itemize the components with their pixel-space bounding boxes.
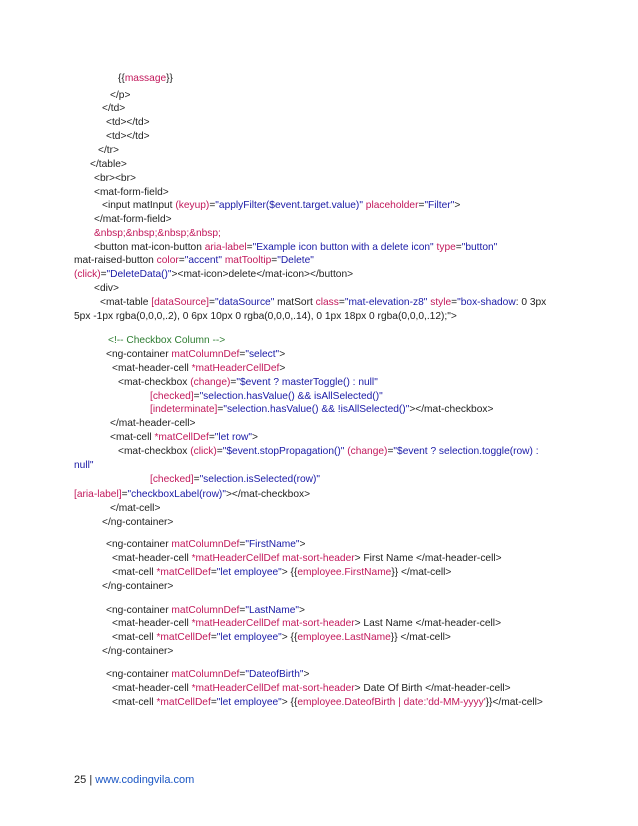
- code-attribute: matColumnDef: [171, 669, 240, 680]
- code-attribute: matColumnDef: [171, 605, 240, 616]
- code-attribute: [dataSource]: [151, 297, 210, 308]
- code-value: "Example icon button with a delete icon": [252, 242, 434, 253]
- code-text: }}</mat-cell>: [485, 697, 543, 708]
- code-attribute: (click): [190, 446, 217, 457]
- code-attribute: *matCellDef: [156, 567, 211, 578]
- code-attribute: *matCellDef: [156, 632, 211, 643]
- code-line: [74, 310, 457, 324]
- code-line: [118, 72, 173, 86]
- code-text: }} </mat-cell>: [391, 567, 452, 578]
- code-text: </tr>: [98, 145, 119, 156]
- code-value: "checkboxLabel(row)": [127, 489, 226, 500]
- code-attribute: *matCellDef: [154, 432, 209, 443]
- code-text: <mat-checkbox: [118, 446, 191, 457]
- code-text: matSort: [274, 297, 316, 308]
- code-value: "let employee": [216, 632, 282, 643]
- code-attribute: &nbsp;&nbsp;&nbsp;&nbsp;: [94, 228, 221, 239]
- code-text: <mat-cell: [112, 697, 157, 708]
- code-attribute: *matHeaderCellDef: [191, 363, 280, 374]
- code-text: =: [216, 446, 223, 457]
- code-text: <input matInput: [102, 200, 176, 211]
- code-value: "box-shadow: [457, 297, 516, 308]
- code-text: =: [451, 297, 458, 308]
- code-text: </mat-cell>: [110, 503, 161, 514]
- code-text: </ng-container>: [102, 517, 174, 528]
- code-line: [94, 241, 497, 255]
- code-attribute: *matHeaderCellDef mat-sort-header: [191, 553, 355, 564]
- code-text: <div>: [94, 283, 119, 294]
- code-attribute: matColumnDef: [171, 539, 240, 550]
- code-attribute: *matHeaderCellDef mat-sort-header: [191, 618, 355, 629]
- code-text: > {{: [281, 697, 298, 708]
- code-text: >: [279, 349, 286, 360]
- code-comment: <!-- Checkbox Column -->: [108, 335, 226, 346]
- code-attribute: aria-label: [204, 242, 247, 253]
- page-footer: [74, 774, 194, 786]
- code-value: "accent": [184, 255, 222, 266]
- code-line: [94, 172, 136, 186]
- website-link[interactable]: www.codingvila.com: [95, 774, 195, 786]
- code-text: =: [193, 474, 200, 485]
- code-text: </td>: [102, 103, 126, 114]
- code-attribute: massage: [124, 73, 167, 84]
- code-line: [110, 431, 258, 445]
- footer-separator: |: [89, 774, 93, 786]
- code-text: <mat-checkbox: [118, 377, 191, 388]
- code-line: [106, 130, 150, 144]
- code-line: [118, 445, 539, 459]
- code-attribute: (click): [74, 269, 101, 280]
- code-line: [118, 376, 378, 390]
- code-attribute: [indeterminate]: [150, 404, 218, 415]
- code-attribute: matTooltip: [224, 255, 272, 266]
- code-value: "$event ? selection.toggle(row) :: [393, 446, 539, 457]
- code-value: "select": [245, 349, 280, 360]
- code-text: =: [239, 669, 246, 680]
- code-line: [112, 696, 543, 710]
- code-line: [108, 334, 225, 348]
- code-text: =: [239, 349, 246, 360]
- code-value: "let employee": [216, 697, 282, 708]
- code-attribute: style: [430, 297, 452, 308]
- code-attribute: matColumnDef: [171, 349, 240, 360]
- code-text: <button mat-icon-button: [94, 242, 205, 253]
- code-text: > {{: [281, 632, 298, 643]
- code-line: [106, 604, 305, 618]
- code-text: }}: [166, 73, 173, 84]
- code-attribute: *matHeaderCellDef mat-sort-header: [191, 683, 355, 694]
- code-text: mat-raised-button: [74, 255, 157, 266]
- code-text: </p>: [110, 90, 131, 101]
- code-text: =: [271, 255, 278, 266]
- code-text: >: [252, 432, 258, 443]
- code-text: =: [239, 605, 246, 616]
- code-line: [112, 362, 285, 376]
- code-text: 5px -1px rgba(0,0,0,.2), 0 6px 10px 0 rgba(0,0,0,.14), 0 1px 18px 0 rgba(0,0,0,.12);">: [74, 311, 457, 322]
- code-line: [102, 645, 173, 659]
- code-text: ></mat-checkbox>: [409, 404, 494, 415]
- code-attribute: [checked]: [150, 391, 194, 402]
- code-line: [102, 102, 125, 116]
- code-attribute: color: [156, 255, 179, 266]
- code-text: =: [178, 255, 185, 266]
- code-text: <td></td>: [106, 131, 150, 142]
- code-attribute: placeholder: [365, 200, 419, 211]
- code-text: >: [454, 200, 461, 211]
- code-text: =: [418, 200, 425, 211]
- code-line: [94, 186, 169, 200]
- code-line: [74, 488, 310, 502]
- code-attribute: (change): [347, 446, 388, 457]
- code-line: [74, 459, 93, 473]
- code-text: {{: [118, 73, 125, 84]
- code-line: [112, 617, 501, 631]
- code-line: [112, 631, 451, 645]
- code-line: [106, 348, 285, 362]
- code-value: "$event ? masterToggle() : null": [236, 377, 378, 388]
- code-text: >: [303, 669, 310, 680]
- code-attribute: (change): [190, 377, 231, 388]
- code-text: </ng-container>: [102, 581, 174, 592]
- code-text: >: [279, 363, 286, 374]
- code-text: =: [121, 489, 128, 500]
- code-line: [94, 213, 172, 227]
- code-value: "dataSource": [214, 297, 275, 308]
- code-value: "let employee": [216, 567, 282, 578]
- code-line: [112, 682, 511, 696]
- code-attribute: class: [315, 297, 339, 308]
- code-text: }} </mat-cell>: [390, 632, 451, 643]
- code-line: [112, 566, 451, 580]
- code-attribute: [aria-label]: [74, 489, 122, 500]
- code-text: =: [338, 297, 345, 308]
- code-line: [106, 116, 150, 130]
- code-text: <mat-form-field>: [94, 187, 169, 198]
- code-line: [106, 668, 309, 682]
- code-text: > Last Name </mat-header-cell>: [354, 618, 502, 629]
- code-text: <br><br>: [94, 173, 136, 184]
- code-line: [94, 227, 221, 241]
- code-attribute: employee.LastName: [297, 632, 391, 643]
- code-text: <td></td>: [106, 117, 150, 128]
- code-attribute: employee.FirstName: [297, 567, 392, 578]
- code-text: <ng-container: [106, 605, 172, 616]
- code-text: =: [209, 200, 216, 211]
- code-text: =: [209, 297, 215, 308]
- code-text: =: [193, 391, 200, 402]
- code-value: "selection.hasValue() && !isAllSelected()": [223, 404, 410, 415]
- code-text: <mat-header-cell: [112, 618, 192, 629]
- code-text: > {{: [281, 567, 298, 578]
- code-text: <mat-header-cell: [112, 553, 192, 564]
- code-text: <ng-container: [106, 669, 172, 680]
- code-text: <mat-table: [100, 297, 152, 308]
- code-text: : 0 3px: [515, 297, 547, 308]
- code-value: null": [74, 460, 94, 471]
- code-value: "mat-elevation-z8": [344, 297, 428, 308]
- code-text: >: [299, 539, 306, 550]
- code-line: [112, 552, 502, 566]
- code-text: =: [100, 269, 107, 280]
- code-value: "Filter": [424, 200, 455, 211]
- code-text: <mat-cell: [112, 567, 157, 578]
- code-line: [100, 296, 546, 310]
- code-text: =: [455, 242, 462, 253]
- code-value: "FirstName": [245, 539, 300, 550]
- code-text: <mat-header-cell: [112, 683, 192, 694]
- code-line: [150, 473, 320, 487]
- code-attribute: (keyup): [175, 200, 210, 211]
- code-text: =: [210, 567, 217, 578]
- code-text: =: [210, 697, 217, 708]
- code-text: <mat-cell: [112, 632, 157, 643]
- code-line: [110, 502, 160, 516]
- code-text: <mat-header-cell: [112, 363, 192, 374]
- code-value: "$event.stopPropagation()": [222, 446, 345, 457]
- code-text: =: [208, 432, 215, 443]
- code-value: "let row": [214, 432, 253, 443]
- code-value: "applyFilter($event.target.value)": [215, 200, 363, 211]
- code-attribute: [checked]: [150, 474, 194, 485]
- code-line: [74, 254, 314, 268]
- code-value: "DeleteData()": [106, 269, 172, 280]
- code-value: "selection.hasValue() && isAllSelected()": [199, 391, 383, 402]
- code-value: "LastName": [245, 605, 299, 616]
- code-value: "selection.isSelected(row)": [199, 474, 321, 485]
- code-text: =: [217, 404, 224, 415]
- code-line: [102, 580, 173, 594]
- code-text: </mat-form-field>: [94, 214, 172, 225]
- code-line: [150, 403, 493, 417]
- code-line: [110, 89, 130, 103]
- page-number: 25: [74, 774, 87, 786]
- code-text: </mat-header-cell>: [110, 418, 196, 429]
- code-text: <ng-container: [106, 349, 172, 360]
- code-text: =: [239, 539, 246, 550]
- code-text: > First Name </mat-header-cell>: [354, 553, 502, 564]
- code-value: "button": [461, 242, 498, 253]
- code-text: =: [387, 446, 394, 457]
- code-line: [102, 516, 173, 530]
- code-line: [90, 158, 127, 172]
- code-text: >: [299, 605, 305, 616]
- code-line: [150, 390, 383, 404]
- code-text: ></mat-checkbox>: [225, 489, 311, 500]
- code-text: =: [230, 377, 237, 388]
- code-value: "DateofBirth": [245, 669, 304, 680]
- code-line: [98, 144, 119, 158]
- code-text: <mat-cell: [110, 432, 155, 443]
- code-attribute: type: [436, 242, 456, 253]
- code-text: <ng-container: [106, 539, 172, 550]
- code-line: [94, 282, 119, 296]
- code-line: [74, 268, 353, 282]
- code-line: [106, 538, 306, 552]
- code-value: "Delete": [277, 255, 314, 266]
- code-text: ><mat-icon>delete</mat-icon></button>: [171, 269, 354, 280]
- code-text: =: [246, 242, 253, 253]
- code-text: </ng-container>: [102, 646, 174, 657]
- code-line: [102, 199, 460, 213]
- code-attribute: employee.DateofBirth | date:'dd-MM-yyyy': [297, 697, 486, 708]
- code-line: [110, 417, 196, 431]
- code-text: </table>: [90, 159, 127, 170]
- code-attribute: *matCellDef: [156, 697, 211, 708]
- code-text: =: [210, 632, 217, 643]
- code-text: > Date Of Birth </mat-header-cell>: [354, 683, 511, 694]
